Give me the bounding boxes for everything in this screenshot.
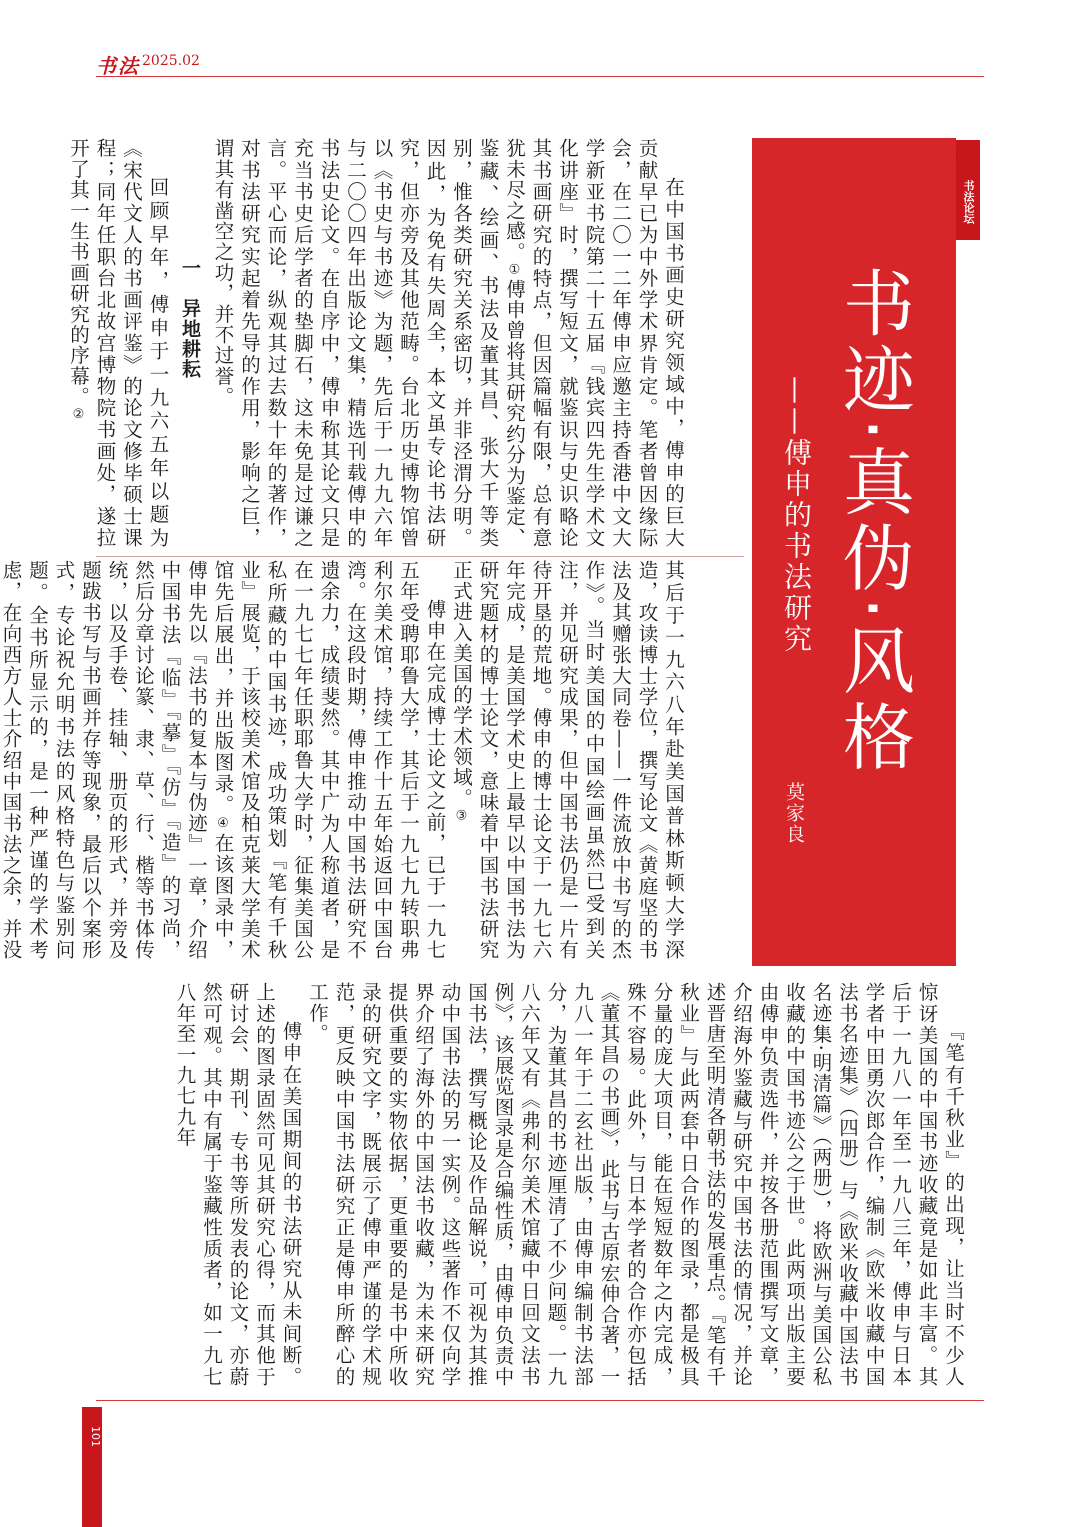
paragraph: 傅申在完成博士论文之前，已于一九七五年受聘耶鲁大学，其后于一九七九转职弗利尔美术馆，持续工作十五年始返回中国台湾。在这段时期，傅申推动中国书法研究不遗余力，成绩斐然。其中广为人称道者，是在一九七七年任职耶鲁大学时，征集美国公私所藏的中国书迹，成功策划『笔有千秋业』展览，于该校美术馆及柏克莱大学美术馆先后展出，并出版图录。④在该图录中，傅申先以『法书的复本与伪迹』一章，介绍中国书法『临』『摹』『仿』『造』的习尚，然后分章讨论篆、隶、草、行、楷等书体传统，以及手卷、挂轴、册页的形式，并旁及题跋书写与书画并存等现象，最后以个案形式，专论祝允明书法的风格特色与鉴别问题。全书所显示的，是一种严谨的学术考虑，在向西方人士介绍中国书法之余，并没 bbox=[0, 560, 447, 960]
footnote-marker: ③ bbox=[454, 808, 469, 825]
column-divider bbox=[96, 556, 744, 557]
text-column-upper bbox=[67, 138, 686, 548]
text-column-middle bbox=[0, 560, 686, 960]
paragraph: 其后于一九六八年赴美国普林斯顿大学深造，攻读博士学位，撰写论文《黄庭坚的书法及其赠张大同卷——一件流放中书写的杰作》。当时美国的中国绘画虽然已受到关注，并见研究成果，但中国书法仍是一片有待开垦的荒地。傅申的博士论文于一九七六年完成，是美国学术史上最早以中国书法为研究题材的博士论文，意味着中国书法研究正式进入美国的学术领域。③ bbox=[450, 560, 685, 960]
paragraph: 在中国书画史研究领域中，傅申的巨大贡献早已为中外学术界肯定。笔者曾因缘际会，在二〇一二年傅申应邀主持香港中文大学新亚书院第二十五届『钱宾四先生学术文化讲座』时，撰写短文，就鉴识与史识略论其书画研究的特点，但因篇幅有限，总有意犹未尽之感。①傅申曾将其研究约分为鉴定、鉴藏、绘画、书法及董其昌、张大千等类别，惟各类研究关系密切，并非泾渭分明。因此，为免有失周全，本文虽专论书法研究，但亦旁及其他范畴。台北历史博物馆曾以《书史与书迹》为题，先后于一九九六年与二〇〇四年出版论文集，精选刊载傅申的书法史论文。在自序中，傅申称其论文只是充当书史后学者的垫脚石，这未免是过谦之言。平心而论，纵观其过去数十年的著作，对书法研究实起着先导的作用，影响之巨，谓其有凿空之功，并不过誉。 bbox=[211, 138, 685, 548]
section-heading: 一 异地耕耘 bbox=[179, 258, 201, 380]
page-number-tab bbox=[82, 1407, 102, 1527]
article-subtitle: ——傅申的书法研究 bbox=[780, 376, 813, 655]
title-block bbox=[752, 138, 956, 966]
section-tab bbox=[956, 140, 980, 240]
paragraph: 『笔有千秋业』的出现，让当时不少人惊讶美国的中国书迹收藏竟是如此丰富。其后于一九八一年至一九八三年，傅申与日本学者中田勇次郎合作，编制《欧米收藏中国法书名迹集》（四册）与《欧米收藏中国法书名迹集·明清篇》（两册），将欧洲与美国公私收藏的中国书迹公之于世。此两项出版主要由傅申负责选件，并按各册范围撰写文章，介绍海外鉴藏与研究中国书法的情况，并论述晋唐至明清各朝书法的发展重点。『笔有千秋业』与此两套中日合作的图录，都是极具分量的庞大项目，能在短短数年之内完成，殊不容易。此外，与日本学者的合作亦包括《董其昌の书画》，此书与古原宏伸合著，一九八一年于二玄社出版，由傅申编制书法部分，为董其昌的书迹厘清了不少问题。一九八六年又有《弗利尔美术馆藏中日回文法书例》，该展览图录是合编性质，由傅申负责中国书法，撰写概论及作品解说，可视为其推动中国书法的另一实例。这些著作不仅向学界介绍了海外的中国法书收藏，为未来研究提供重要的实物依据，更重要的是书中所收录的研究文字，既展示了傅申严谨的学术规范，更反映中国书法研究正是傅申所醉心的工作。 bbox=[306, 982, 965, 1387]
header-rule bbox=[96, 76, 984, 77]
footnote-marker: ① bbox=[507, 262, 522, 279]
magazine-logo: 书法 bbox=[96, 54, 140, 78]
article-title: 书迹·真伪·风格 bbox=[831, 266, 915, 776]
text-column-lower bbox=[86, 982, 966, 1387]
article-author: 莫家良 bbox=[783, 782, 805, 845]
issue-date: 2025.02 bbox=[142, 53, 200, 69]
footnote-marker: ② bbox=[71, 407, 86, 424]
footnote-marker: ④ bbox=[215, 815, 231, 833]
page-number: 101 bbox=[89, 1426, 102, 1447]
paragraph: 傅申在美国期间的书法研究从未间断。上述的图录固然可见其研究心得，而其他于研讨会、期刊、专书等所发表的论文，亦蔚然可观。其中有属于鉴藏性质者，如一九七八年至一九七九年 bbox=[173, 982, 303, 1387]
footer-rule bbox=[96, 1400, 984, 1401]
section-label: 书法论坛 bbox=[962, 180, 975, 224]
paragraph: 回顾早年，傅申于一九六五年以题为《宋代文人的书画评鉴》的论文修毕硕士课程；同年任职台北故宫博物院书画处，遂拉开了其一生书画研究的序幕。② bbox=[67, 138, 170, 548]
